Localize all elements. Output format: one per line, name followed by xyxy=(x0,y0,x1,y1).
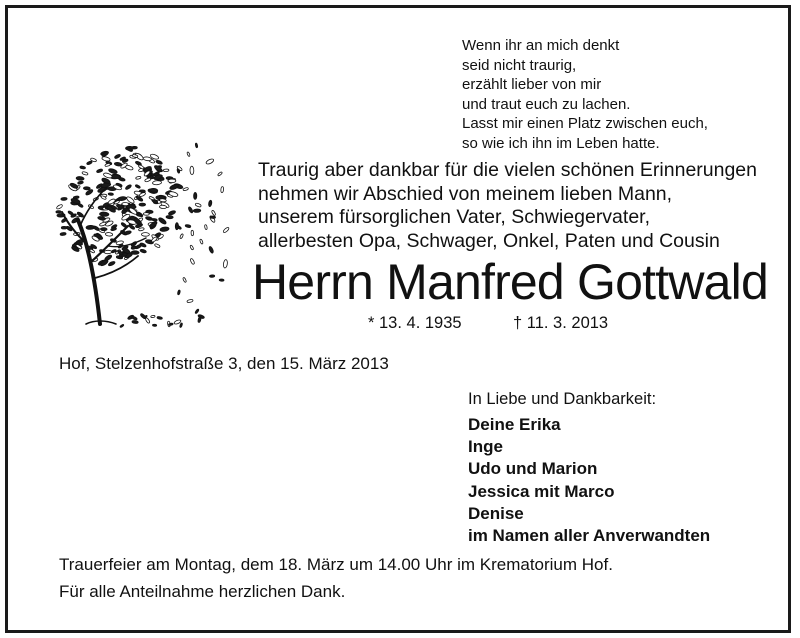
poem-line: erzählt lieber von mir xyxy=(462,76,602,93)
poem-line: so wie ich ihn im Leben hatte. xyxy=(462,134,660,152)
poem-line: und traut euch zu lachen. xyxy=(462,95,631,113)
deceased-name: Herrn Manfred Gottwald xyxy=(252,254,768,310)
poem xyxy=(462,36,708,153)
mourners-label: In Liebe und Dankbarkeit: xyxy=(468,390,657,408)
mourner-name: im Namen aller Anverwandten xyxy=(468,526,711,546)
intro-line: allerbesten Opa, Schwager, Onkel, Paten und Cousin xyxy=(258,229,720,252)
place-date: Hof, Stelzenhofstraße 3, den 15. März 2013 xyxy=(59,354,389,373)
mourner-name: Deine Erika xyxy=(468,415,561,434)
mourner-name: Inge xyxy=(468,437,503,457)
intro-line: unserem fürsorglichen Vater, Schwiegervater, xyxy=(258,206,650,228)
funeral-notice: Trauerfeier am Montag, dem 18. März um 14.00 Uhr im Krematorium Hof. xyxy=(59,555,613,574)
poem-line: Wenn ihr an mich denkt xyxy=(462,37,620,54)
closing-thanks: Für alle Anteilnahme herzlichen Dank. xyxy=(59,582,346,601)
death-date: † 11. 3. 2013 xyxy=(513,314,609,332)
mourner-name: Jessica mit Marco xyxy=(468,481,615,501)
poem-line: Lasst mir einen Platz zwischen euch, xyxy=(462,115,708,132)
mourners-list xyxy=(468,414,710,547)
intro-text xyxy=(258,159,757,253)
poem-line: seid nicht traurig, xyxy=(462,56,577,74)
mourner-name: Denise xyxy=(468,503,524,523)
intro-line: Traurig aber dankbar für die vielen schönen Erinnerungen xyxy=(258,159,758,181)
birth-date: * 13. 4. 1935 xyxy=(368,314,462,332)
mourner-name: Udo und Marion xyxy=(468,459,598,479)
wind-blown-tree-icon xyxy=(50,128,235,333)
intro-line: nehmen wir Abschied von meinem lieben Mann, xyxy=(258,182,673,205)
